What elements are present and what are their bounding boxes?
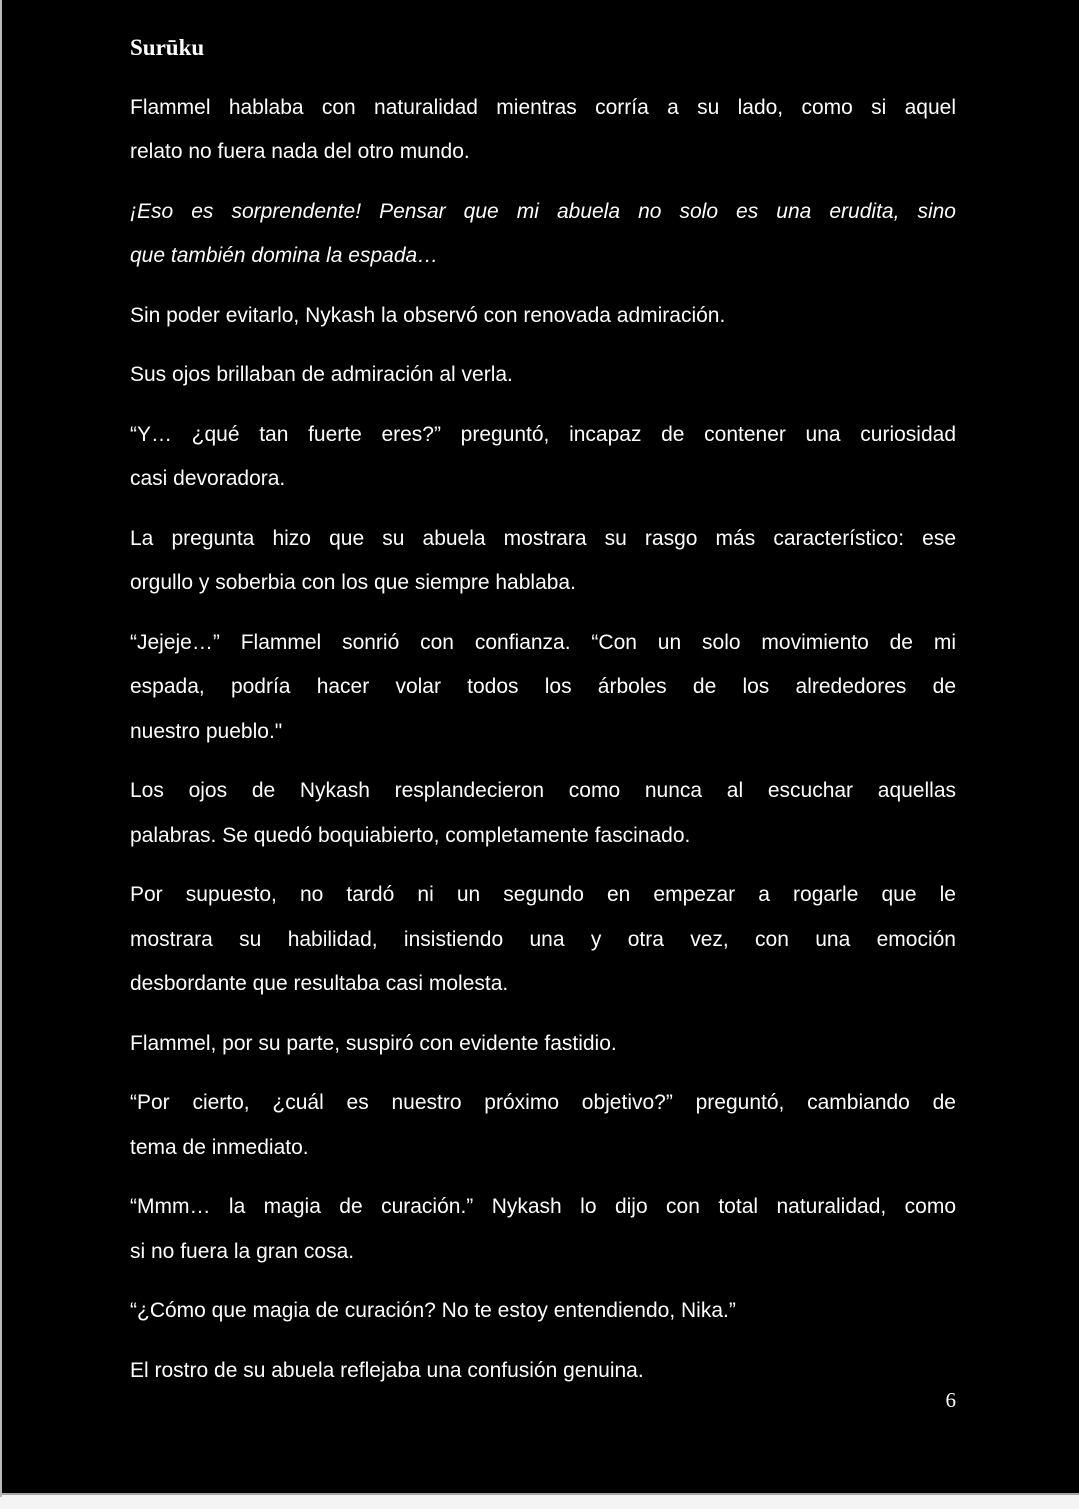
paragraph: [130, 1349, 956, 1394]
paragraph: [130, 1081, 956, 1170]
paragraph: [130, 769, 956, 858]
chapter-title: Surūku: [130, 35, 205, 60]
text-line: nuestro pueblo.": [130, 719, 283, 743]
text-line: Los ojos de Nykash resplandecieron como nunca al escuchar aquellas: [130, 779, 956, 802]
text-line: El rostro de su abuela reflejaba una confusión genuina.: [130, 1358, 644, 1382]
text-line: mostrara su habilidad, insistiendo una y otra vez, con una emoción: [130, 927, 956, 951]
text-line: Flammel, por su parte, suspiró con evidente fastidio.: [130, 1031, 617, 1055]
text-line: Sin poder evitarlo, Nykash la observó con renovada admiración.: [130, 303, 726, 327]
text-line: “Mmm… la magia de curación.” Nykash lo dijo con total naturalidad, como: [130, 1195, 956, 1218]
paragraph: [130, 517, 956, 606]
page-content: [130, 26, 956, 1408]
text-line: Sus ojos brillaban de admiración al verla.: [130, 363, 513, 386]
paragraph: [130, 413, 956, 502]
text-line: tema de inmediato.: [130, 1135, 309, 1159]
text-line: palabras. Se quedó boquiabierto, completamente fascinado.: [130, 823, 691, 847]
paragraph: [130, 86, 956, 175]
document-page[interactable]: [2, 0, 1079, 1495]
text-line: Por supuesto, no tardó ni un segundo en empezar a rogarle que le: [130, 883, 956, 906]
paragraph: [130, 873, 956, 1007]
text-line: ¡Eso es sorprendente! Pensar que mi abuela no solo es una erudita, sino: [130, 199, 956, 223]
text-line: que también domina la espada…: [130, 244, 439, 267]
page-number: 6: [945, 1388, 956, 1412]
text-line: Flammel hablaba con naturalidad mientras corría a su lado, como si aquel: [130, 95, 956, 119]
paragraph: [130, 1022, 956, 1067]
text-line: orgullo y soberbia con los que siempre hablaba.: [130, 571, 576, 594]
text-line: si no fuera la gran cosa.: [130, 1239, 355, 1263]
paragraph: [130, 1185, 956, 1274]
text-line: “Jejeje…” Flammel sonrió con confianza. “Con un solo movimiento de mi: [130, 630, 956, 654]
paragraph: [130, 353, 956, 398]
paragraph-inner-monologue: [130, 190, 956, 279]
text-line: espada, podría hacer volar todos los árboles de los alrededores de: [130, 675, 956, 698]
text-line: La pregunta hizo que su abuela mostrara su rasgo más característico: ese: [130, 526, 956, 550]
text-line: “Y… ¿qué tan fuerte eres?” preguntó, incapaz de contener una curiosidad: [130, 422, 956, 446]
text-line: “¿Cómo que magia de curación? No te estoy entendiendo, Nika.”: [130, 1299, 736, 1322]
paragraph: [130, 621, 956, 755]
text-line: casi devoradora.: [130, 467, 286, 490]
paragraph: [130, 294, 956, 339]
text-line: desbordante que resultaba casi molesta.: [130, 972, 509, 995]
paragraph: [130, 1289, 956, 1334]
text-line: relato no fuera nada del otro mundo.: [130, 140, 470, 163]
text-line: “Por cierto, ¿cuál es nuestro próximo objetivo?” preguntó, cambiando de: [130, 1091, 956, 1114]
